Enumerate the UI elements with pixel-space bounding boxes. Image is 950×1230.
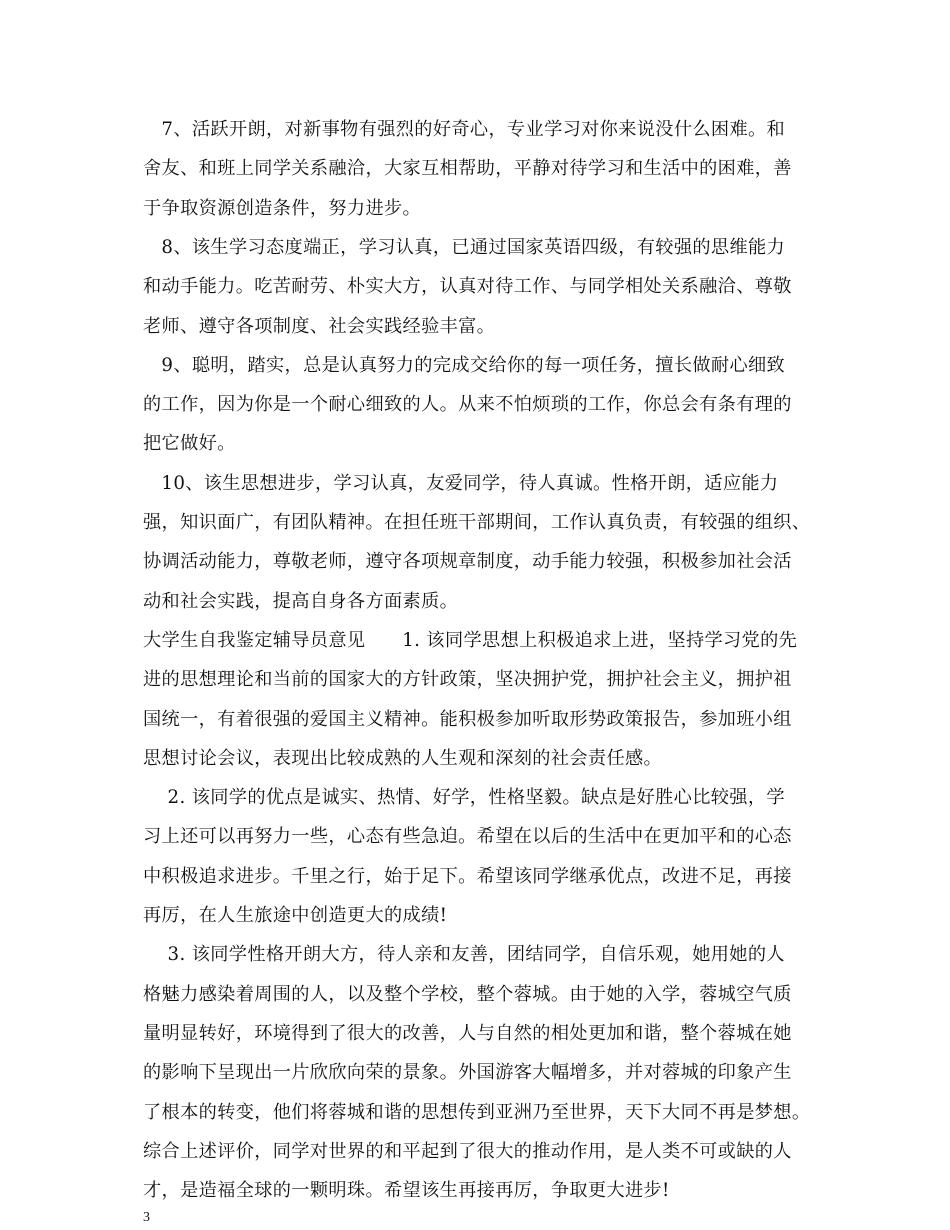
text-line: 再厉，在人生旅途中创造更大的成绩! xyxy=(143,905,448,926)
text-line: 强，知识面广，有团队精神。在担任班干部期间，工作认真负责，有较强的组织、 xyxy=(143,512,811,533)
text-line: 动和社会实践，提高自身各方面素质。 xyxy=(143,591,459,612)
text-line: 于争取资源创造条件，努力进步。 xyxy=(143,198,422,219)
text-line: 大学生自我鉴定辅导员意见 1. 该同学思想上积极追求上进，坚持学习党的先 xyxy=(143,630,798,651)
text-line: 才，是造福全球的一颗明珠。希望该生再接再厉，争取更大进步! xyxy=(143,1180,670,1201)
text-line: 协调活动能力，尊敬老师，遵守各项规章制度，动手能力较强，积极参加社会活 xyxy=(143,551,792,572)
text-line: 舍友、和班上同学关系融洽，大家互相帮助，平静对待学习和生活中的困难，善 xyxy=(143,158,792,179)
text-line: 了根本的转变，他们将蓉城和谐的思想传到亚洲乃至世界，天下大同不再是梦想。 xyxy=(143,1102,811,1123)
text-line: 3. 该同学性格开朗大方，待人亲和友善，团结同学，自信乐观，她用她的人 xyxy=(143,944,785,965)
text-line: 把它做好。 xyxy=(143,433,236,454)
text-line: 8、该生学习态度端正，学习认真，已通过国家英语四级，有较强的思维能力 xyxy=(143,237,786,258)
text-line: 老师、遵守各项制度、社会实践经验丰富。 xyxy=(143,316,496,337)
text-line: 的影响下呈现出一片欣欣向荣的景象。外国游客大幅增多，并对蓉城的印象产生 xyxy=(143,1062,792,1083)
text-line: 格魅力感染着周围的人，以及整个学校，整个蓉城。由于她的入学，蓉城空气质 xyxy=(143,984,792,1005)
text-line: 进的思想理论和当前的国家大的方针政策，坚决拥护党，拥护社会主义，拥护祖 xyxy=(143,669,792,690)
text-line: 国统一，有着很强的爱国主义精神。能积极参加听取形势政策报告，参加班小组 xyxy=(143,709,792,730)
text-line: 9、聪明，踏实，总是认真努力的完成交给你的每一项任务，擅长做耐心细致 xyxy=(143,355,786,376)
text-line: 的工作，因为你是一个耐心细致的人。从来不怕烦琐的工作，你总会有条有理的 xyxy=(143,394,792,415)
text-line: 10、该生思想进步，学习认真，友爱同学，待人真诚。性格开朗，适应能力 xyxy=(143,473,779,494)
text-line: 和动手能力。吃苦耐劳、朴实大方，认真对待工作、与同学相处关系融洽、尊敬 xyxy=(143,276,792,297)
text-line: 习上还可以再努力一些，心态有些急迫。希望在以后的生活中在更加平和的心态 xyxy=(143,826,792,847)
page-number: 3 xyxy=(143,1210,150,1225)
text-line: 7、活跃开朗，对新事物有强烈的好奇心，专业学习对你来说没什么困难。和 xyxy=(143,119,786,140)
text-line: 综合上述评价，同学对世界的和平起到了很大的推动作用，是人类不可或缺的人 xyxy=(143,1141,792,1162)
text-line: 中积极追求进步。千里之行，始于足下。希望该同学继承优点，改进不足，再接 xyxy=(143,866,792,887)
text-line: 量明显转好，环境得到了很大的改善，人与自然的相处更加和谐，整个蓉城在她 xyxy=(143,1023,792,1044)
text-line: 思想讨论会议，表现出比较成熟的人生观和深刻的社会责任感。 xyxy=(143,748,663,769)
text-line: 2. 该同学的优点是诚实、热情、好学，性格坚毅。缺点是好胜心比较强，学 xyxy=(143,787,785,808)
